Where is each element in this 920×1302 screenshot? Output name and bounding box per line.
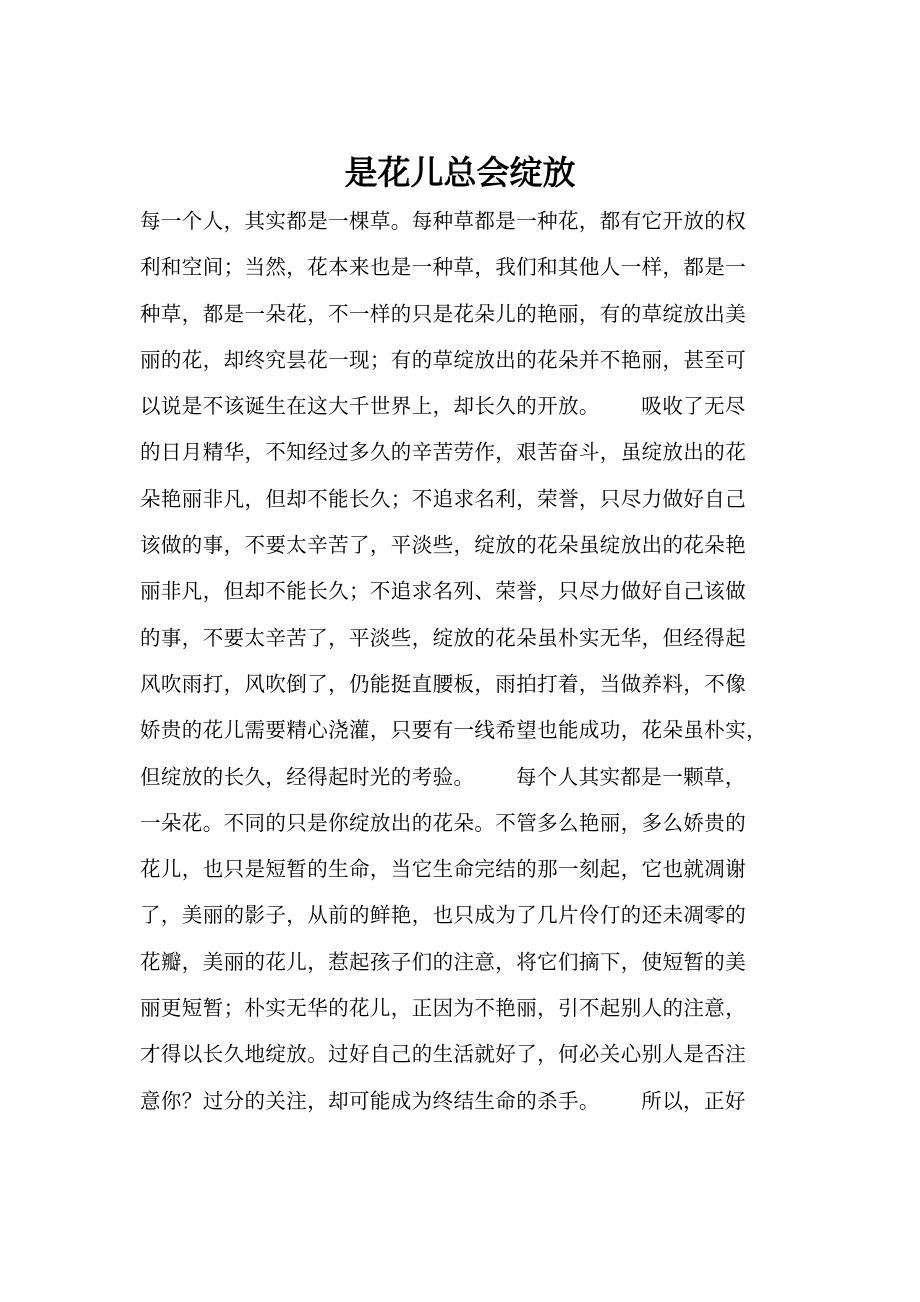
text-line: 丽非凡，但却不能长久；不追求名列、荣誉，只尽力做好自己该做 bbox=[140, 579, 747, 604]
text-line: 利和空间；当然，花本来也是一种草，我们和其他人一样，都是一 bbox=[140, 255, 747, 280]
text-line: 种草，都是一朵花，不一样的只是花朵儿的艳丽，有的草绽放出美 bbox=[140, 301, 747, 326]
text-line: 才得以长久地绽放。过好自己的生活就好了，何必关心别人是否注 bbox=[140, 1042, 747, 1067]
text-line: 娇贵的花儿需要精心浇灌，只要有一线希望也能成功，花朵虽朴实， bbox=[140, 718, 767, 743]
text-line: 花儿，也只是短暂的生命，当它生命完结的那一刻起，它也就凋谢 bbox=[140, 857, 747, 882]
text-line: 每一个人，其实都是一棵草。每种草都是一种花，都有它开放的权 bbox=[140, 209, 747, 233]
text-line: 了，美丽的影子，从前的鲜艳，也只成为了几片伶仃的还未凋零的 bbox=[140, 903, 747, 928]
text-line: 该做的事，不要太辛苦了，平淡些，绽放的花朵虽绽放出的花朵艳 bbox=[140, 533, 747, 558]
text-line: 花瓣，美丽的花儿，惹起孩子们的注意，将它们摘下，使短暂的美 bbox=[140, 949, 747, 974]
text-line: 丽更短暂；朴实无华的花儿，正因为不艳丽，引不起别人的注意， bbox=[140, 996, 747, 1021]
text-line: 但绽放的长久，经得起时光的考验。 每个人其实都是一颗草， bbox=[140, 764, 746, 789]
text-line: 风吹雨打，风吹倒了，仍能挺直腰板，雨拍打着，当做养料，不像 bbox=[140, 671, 747, 696]
text-line: 以说是不该诞生在这大千世界上，却长久的开放。 吸收了无尽 bbox=[140, 394, 746, 419]
text-line: 的事，不要太辛苦了，平淡些，绽放的花朵虽朴实无华，但经得起 bbox=[140, 625, 747, 650]
document-title: 是花儿总会绽放 bbox=[344, 153, 576, 192]
text-line: 丽的花，却终究昙花一现；有的草绽放出的花朵并不艳丽，甚至可 bbox=[140, 347, 747, 372]
text-line: 意你？过分的关注，却可能成为终结生命的杀手。 所以，正好 bbox=[140, 1088, 746, 1113]
text-line: 的日月精华，不知经过多久的辛苦劳作，艰苦奋斗，虽绽放出的花 bbox=[140, 440, 747, 465]
document-body bbox=[140, 198, 820, 1124]
text-line: 一朵花。不同的只是你绽放出的花朵。不管多么艳丽，多么娇贵的 bbox=[140, 810, 747, 835]
text-line: 朵艳丽非凡，但却不能长久；不追求名利，荣誉，只尽力做好自己 bbox=[140, 486, 747, 511]
